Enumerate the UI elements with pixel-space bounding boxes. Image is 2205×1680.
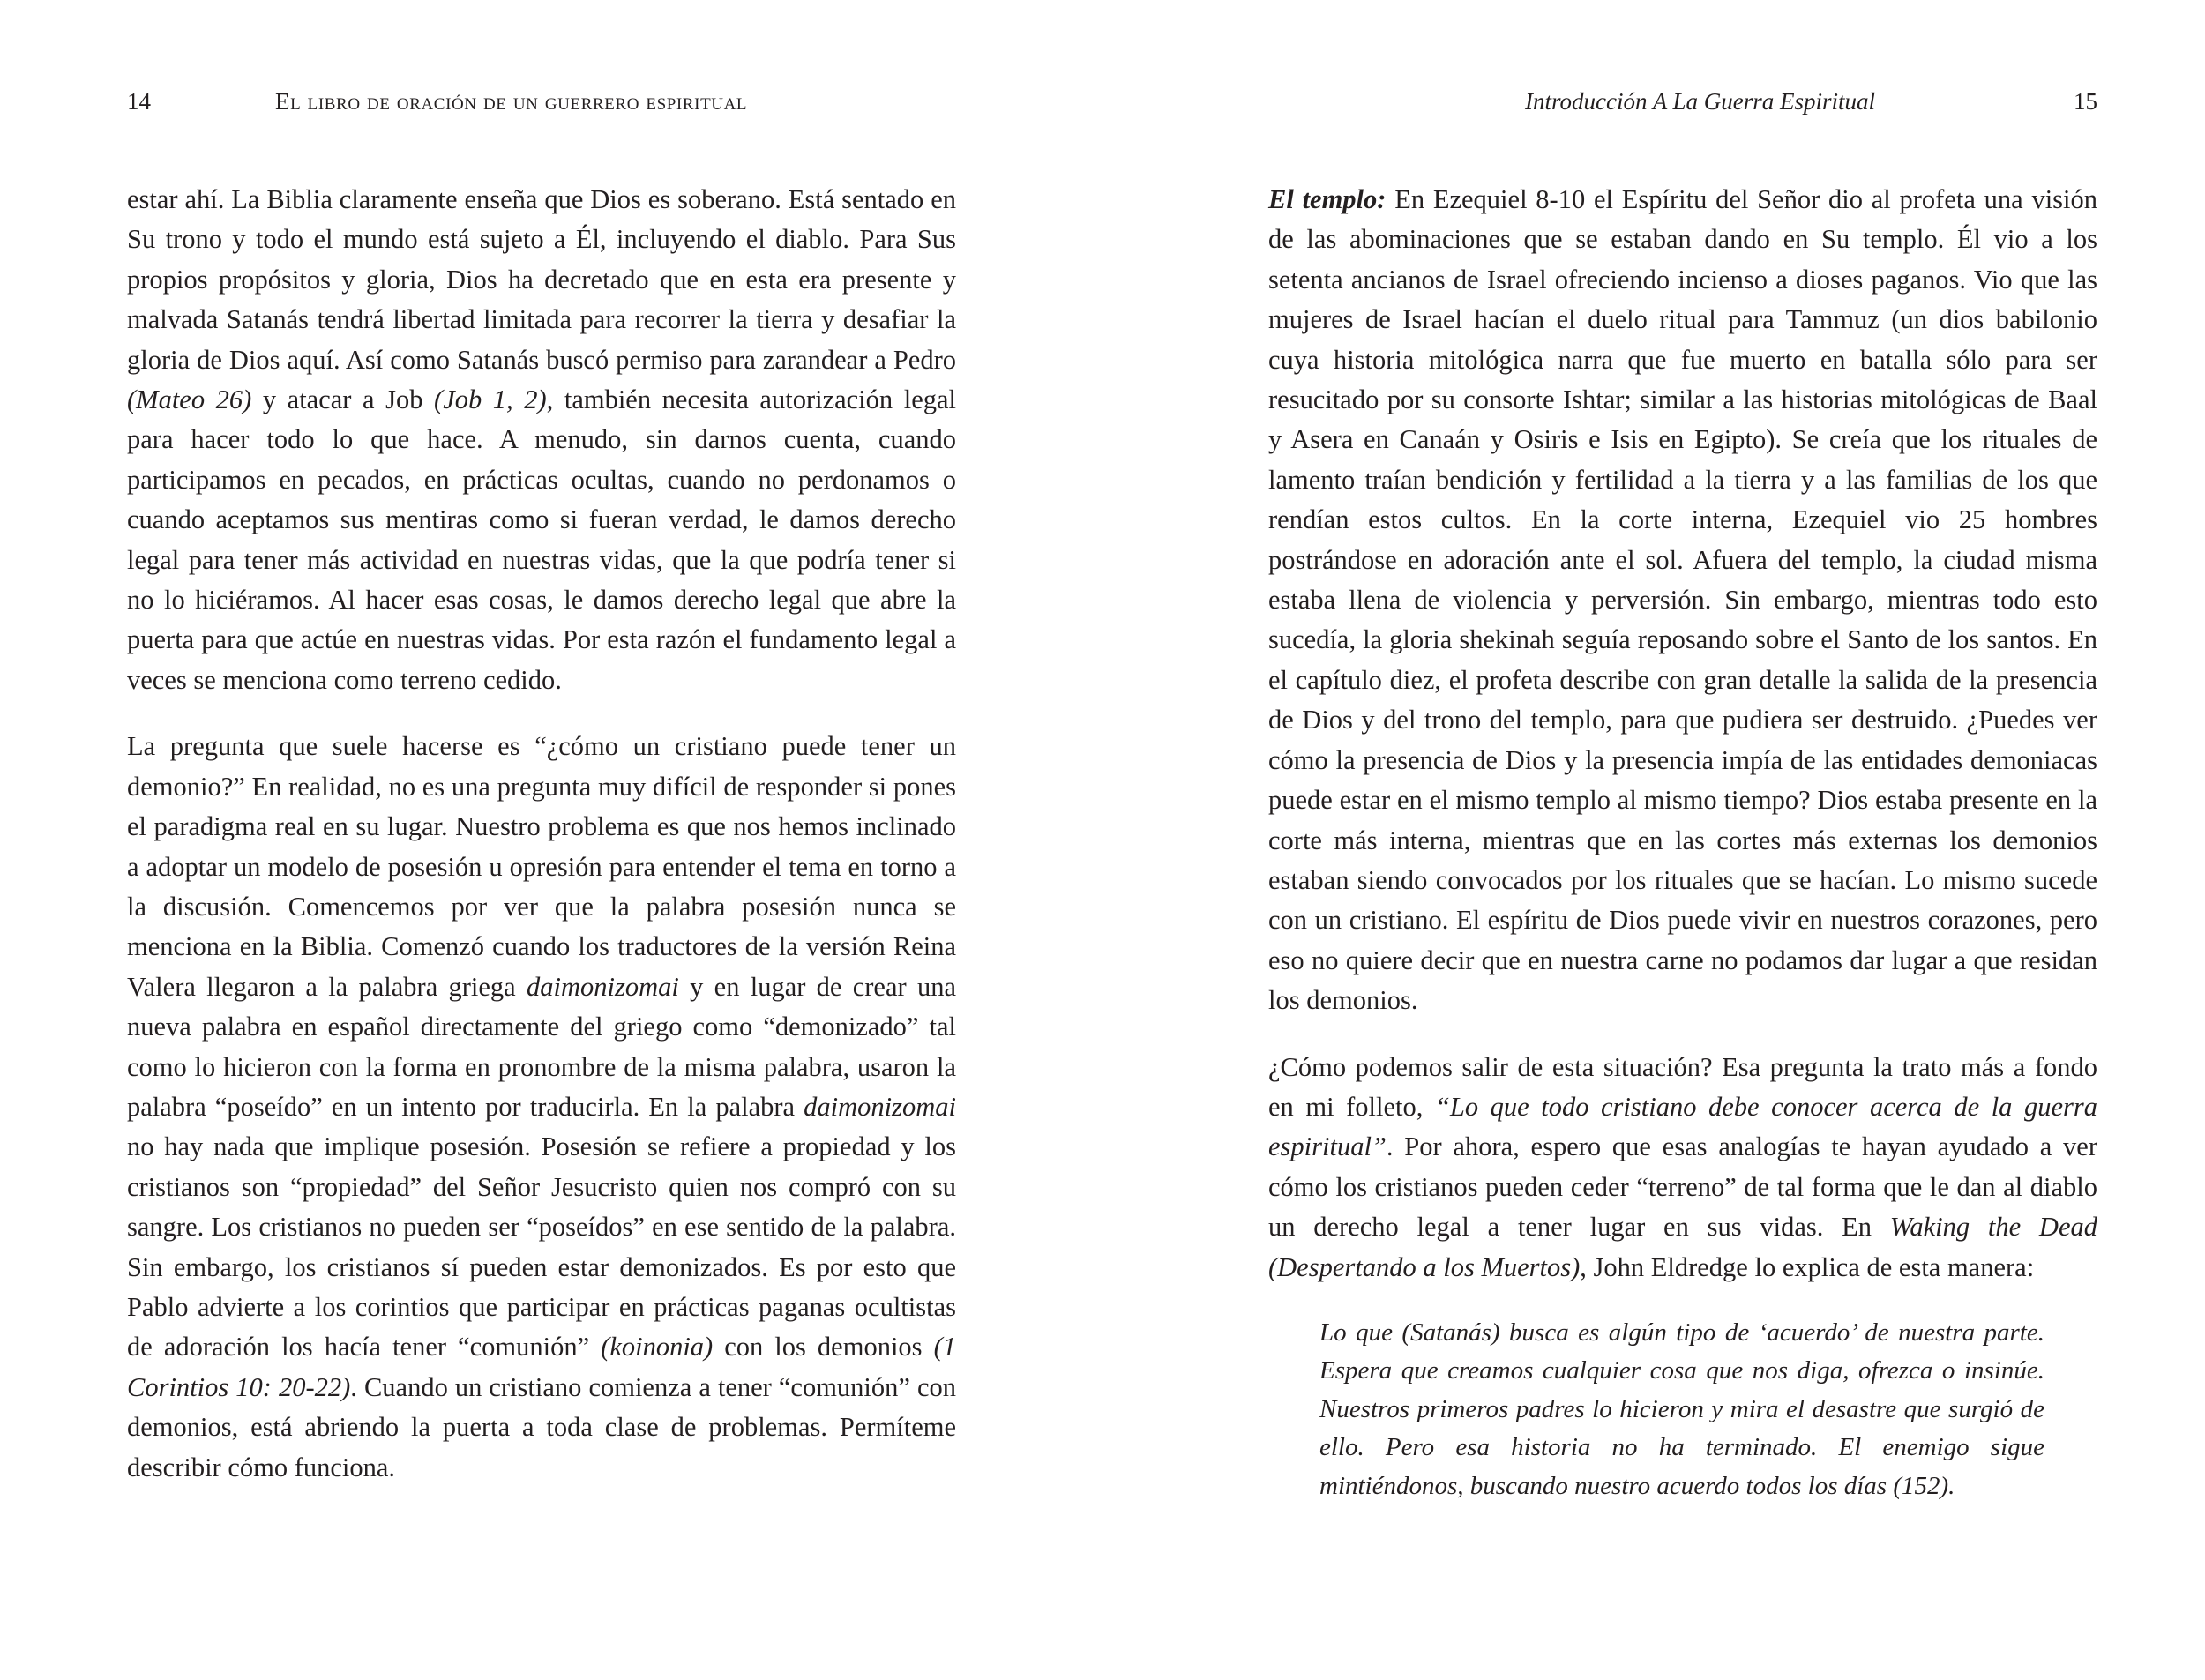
block-quote: Lo que (Satanás) busca es algún tipo de ‘acuerdo’ de nuestra parte. Espera que creamos cualquier cosa que nos diga, ofrezca o insinúe. Nuestros primeros padres lo hicieron y mira el desastre que surgió de ello. Pero esa historia no ha terminado. El enemigo sigue mintiéndonos, buscando nuestro acuerdo todos los días (152). [1319,1318,2044,1500]
greek-term: (koinonia) [601,1332,714,1363]
text-run: y atacar a Job [251,385,435,415]
scripture-reference: (1 Corintios 10: 20-22) [127,1332,956,1402]
text-run: estar ahí. La Biblia claramente enseña que Dios es soberano. Está sentado en Su trono y todo el mundo está sujeto a Él, incluyendo el diablo. Para Sus propios propósitos y gloria, Dios ha decretado que en esta era presente y malvada Satanás tendrá libertad limitada para recorrer la tierra y desafiar la gloria de Dios aquí. Así como Satanás buscó permiso para zarandear a Pedro [127,184,956,375]
paragraph [1268,1048,2097,1288]
right-page-body [1268,180,2097,1505]
text-run: no hay nada que implique posesión. Posesión se refiere a propiedad y los cristianos son “propiedad” del Señor Jesucristo quien nos compró con su sangre. Los cristianos no pueden ser “poseídos” en ese sentido de la palabra. Sin embargo, los cristianos sí pueden estar demonizados. Es por esto que Pablo advierte a los corintios que participar en prácticas paganas ocultistas de adoración los hacía tener “comunión” [127,1131,956,1363]
text-run: , John Eldredge lo explica de esta manera: [1580,1251,2035,1282]
text-run: , también necesita autorización legal para hacer todo lo que hace. A menudo, sin darnos cuenta, cuando participamos en pecados, en prácticas ocultas, cuando no perdonamos o cuando aceptamos sus mentiras como si fueran verdad, le damos derecho legal para tener más actividad en nuestras vidas, que la que podría tener si no lo hiciéramos. Al hacer esas cosas, le damos derecho legal que abre la puerta para que actúe en nuestras vidas. Por esta razón el fundamento legal a veces se menciona como terreno cedido. [127,385,956,695]
page-number: 15 [2074,88,2097,115]
text-run: y en lugar de crear una nueva palabra en español directamente del griego como “demonizado” tal como lo hicieron con la forma en pronombre de la misma palabra, usaron la palabra “poseído” en un intento por traducirla. En la palabra [127,971,956,1122]
left-page-header [127,88,956,129]
running-head: Introducción A La Guerra Espiritual [1524,88,1875,115]
paragraph [127,180,956,700]
page-number: 14 [127,88,151,115]
section-label: El templo: [1268,184,1387,214]
greek-term: daimonizomai [527,971,679,1002]
right-page-header [1268,88,2097,129]
text-run: con los demonios [713,1332,934,1363]
text-run: La pregunta que suele hacerse es “¿cómo un cristiano puede tener un demonio?” En realidad, no es una pregunta muy difícil de responder si pones el paradigma real en su lugar. Nuestro problema es que nos hemos inclinado a adoptar un modelo de posesión u opresión para entender el tema en torno a la discusión. Comencemos por ver que la palabra posesión nunca se menciona en la Biblia. Comenzó cuando los traductores de la versión Reina Valera llegaron a la palabra griega [127,731,956,1002]
greek-term: daimonizomai [804,1091,956,1122]
text-run: . Cuando un cristiano comienza a tener “comunión” con demonios, está abriendo la puerta a toda clase de problemas. Permíteme describir cómo funciona. [127,1371,956,1482]
scripture-reference: (Job 1, 2) [434,385,547,415]
scripture-reference: (Mateo 26) [127,385,252,415]
book-title: Waking the Dead (Despertando a los Muertos) [1268,1212,2097,1282]
text-run: ¿Cómo podemos salir de esta situación? Esa pregunta la trato más a fondo en mi folleto, [1268,1051,2097,1122]
text-run: En Ezequiel 8-10 el Espíritu del Señor dio al profeta una visión de las abominaciones que se estaban dando en Su templo. Él vio a los setenta ancianos de Israel ofreciendo incienso a dioses paganos. Vio que las mujeres de Israel hacían el duelo ritual para Tammuz (un dios babilonio cuya historia mitológica narra que fue muerto en batalla sólo para ser resucitado por su consorte Ishtar; similar a las historias mitológicas de Baal y Asera en Canaán y Osiris e Isis en Egipto). Se creía que los rituales de lamento traían bendición y fertilidad a la tierra y a las familias de los que rendían estos cultos. En la corte interna, Ezequiel vio 25 hombres postrándose en adoración ante el sol. Afuera del templo, la ciudad misma estaba llena de violencia y perversión. Sin embargo, mientras todo esto sucedía, la gloria shekinah seguía reposando sobre el Santo de los santos. En el capítulo diez, el profeta describe con gran detalle la salida de la presencia de Dios y del trono del templo, para que pudiera ser destruido. ¿Puedes ver cómo la presencia de Dios y la presencia impía de las entidades demoniacas puede estar en el mismo templo al mismo tiempo? Dios estaba presente en la corte más interna, mientras que en las cortes más externas los demonios estaban siendo convocados por los rituales que se hacían. Lo mismo sucede con un cristiano. El espíritu de Dios puede vivir en nuestros corazones, pero eso no quiere decir que en nuestra carne no podamos dar lugar a que residan los demonios. [1268,184,2098,1016]
text-run: . Por ahora, espero que esas analogías te hayan ayudado a ver cómo los cristianos pueden ceder “terreno” de tal forma que le dan al diablo un derecho legal a tener lugar en sus vidas. En [1268,1131,2097,1243]
paragraph [1268,180,2097,1021]
paragraph [127,727,956,1488]
left-page-body [127,180,956,1488]
running-head: El libro de oración de un guerrero espiritual [275,88,748,115]
booklet-title: “Lo que todo cristiano debe conocer acerca de la guerra espiritual” [1268,1091,2097,1162]
